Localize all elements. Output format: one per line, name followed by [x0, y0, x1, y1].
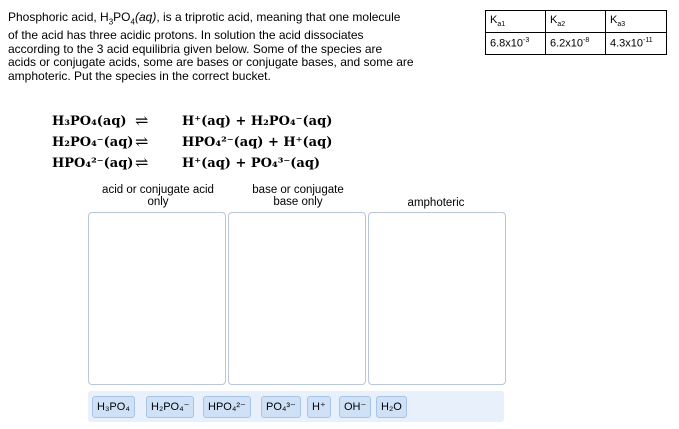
equilibrium-reactant: H₂PO₄⁻(aq)	[52, 135, 134, 150]
equilibrium-reactant: H₃PO₄(aq)	[52, 114, 127, 129]
prompt-subscript: 4	[130, 17, 135, 27]
ka3-value: $4.3x10^{-11}$	[606, 33, 667, 55]
ka-value-row	[486, 33, 667, 55]
equilibrium-1	[52, 111, 333, 130]
equilibrium-arrow-icon: ⇌	[135, 153, 149, 172]
ka1-header: $K_{a1}$	[486, 11, 546, 33]
equilibrium-arrow-icon: ⇌	[135, 132, 149, 151]
equilibrium-3	[52, 153, 321, 172]
bucket-base-drop-zone[interactable]	[228, 212, 366, 385]
ka-header-row	[486, 11, 667, 33]
bucket-acid-drop-zone[interactable]	[88, 212, 226, 385]
species-chip-oh-minus[interactable]: OH⁻	[339, 396, 371, 418]
ka1-value: $6.8x10^{-3}$	[486, 33, 546, 55]
equilibrium-products: H⁺(aq) + H₂PO₄⁻(aq)	[182, 114, 333, 129]
prompt-text: Phosphoric acid, H	[8, 10, 109, 24]
prompt-text: amphoteric. Put the species in the correct bucket.	[8, 68, 271, 83]
equilibrium-arrow-icon: ⇌	[135, 111, 149, 130]
species-chip-h2po4[interactable]: H₂PO₄⁻	[146, 396, 194, 418]
equilibrium-products: H⁺(aq) + PO₄³⁻(aq)	[182, 156, 321, 171]
prompt-text: PO	[113, 10, 131, 24]
ka3-header: $K_{a3}$	[606, 11, 667, 33]
prompt-subscript: 3	[108, 17, 114, 27]
species-chip-po4[interactable]: PO₄³⁻	[261, 396, 301, 418]
species-chip-hpo4[interactable]: HPO₄²⁻	[203, 396, 251, 418]
bucket-heading-base: base or conjugate base only	[252, 184, 344, 208]
ka2-value: $6.2x10^{-8}$	[546, 33, 606, 55]
bucket-heading-amphoteric: amphoteric	[407, 197, 465, 209]
equilibrium-reactant: HPO₄²⁻(aq)	[52, 156, 134, 171]
equilibrium-products: HPO₄²⁻(aq) + H⁺(aq)	[182, 135, 333, 150]
question-prompt	[8, 11, 463, 83]
ka2-header: $K_{a2}$	[546, 11, 606, 33]
equilibrium-2	[52, 132, 333, 151]
prompt-text: , is a triprotic acid, meaning that one molecule	[156, 10, 401, 24]
species-chip-h2o[interactable]: H₂O	[376, 396, 407, 418]
prompt-state: (aq)	[134, 10, 157, 24]
ka-table	[485, 10, 667, 55]
prompt-text: acids or conjugate acids, some are bases or conjugate bases, and some are	[8, 55, 414, 70]
species-chip-h3po4[interactable]: H₃PO₄	[92, 396, 135, 418]
prompt-text: of the acid has three acidic protons. In solution the acid dissociates	[8, 27, 364, 42]
bucket-amphoteric-drop-zone[interactable]	[368, 212, 506, 385]
species-chip-h-plus[interactable]: H⁺	[307, 396, 331, 418]
bucket-heading-acid: acid or conjugate acid only	[102, 184, 214, 208]
prompt-text: according to the 3 acid equilibria given below. Some of the species are	[8, 41, 383, 56]
